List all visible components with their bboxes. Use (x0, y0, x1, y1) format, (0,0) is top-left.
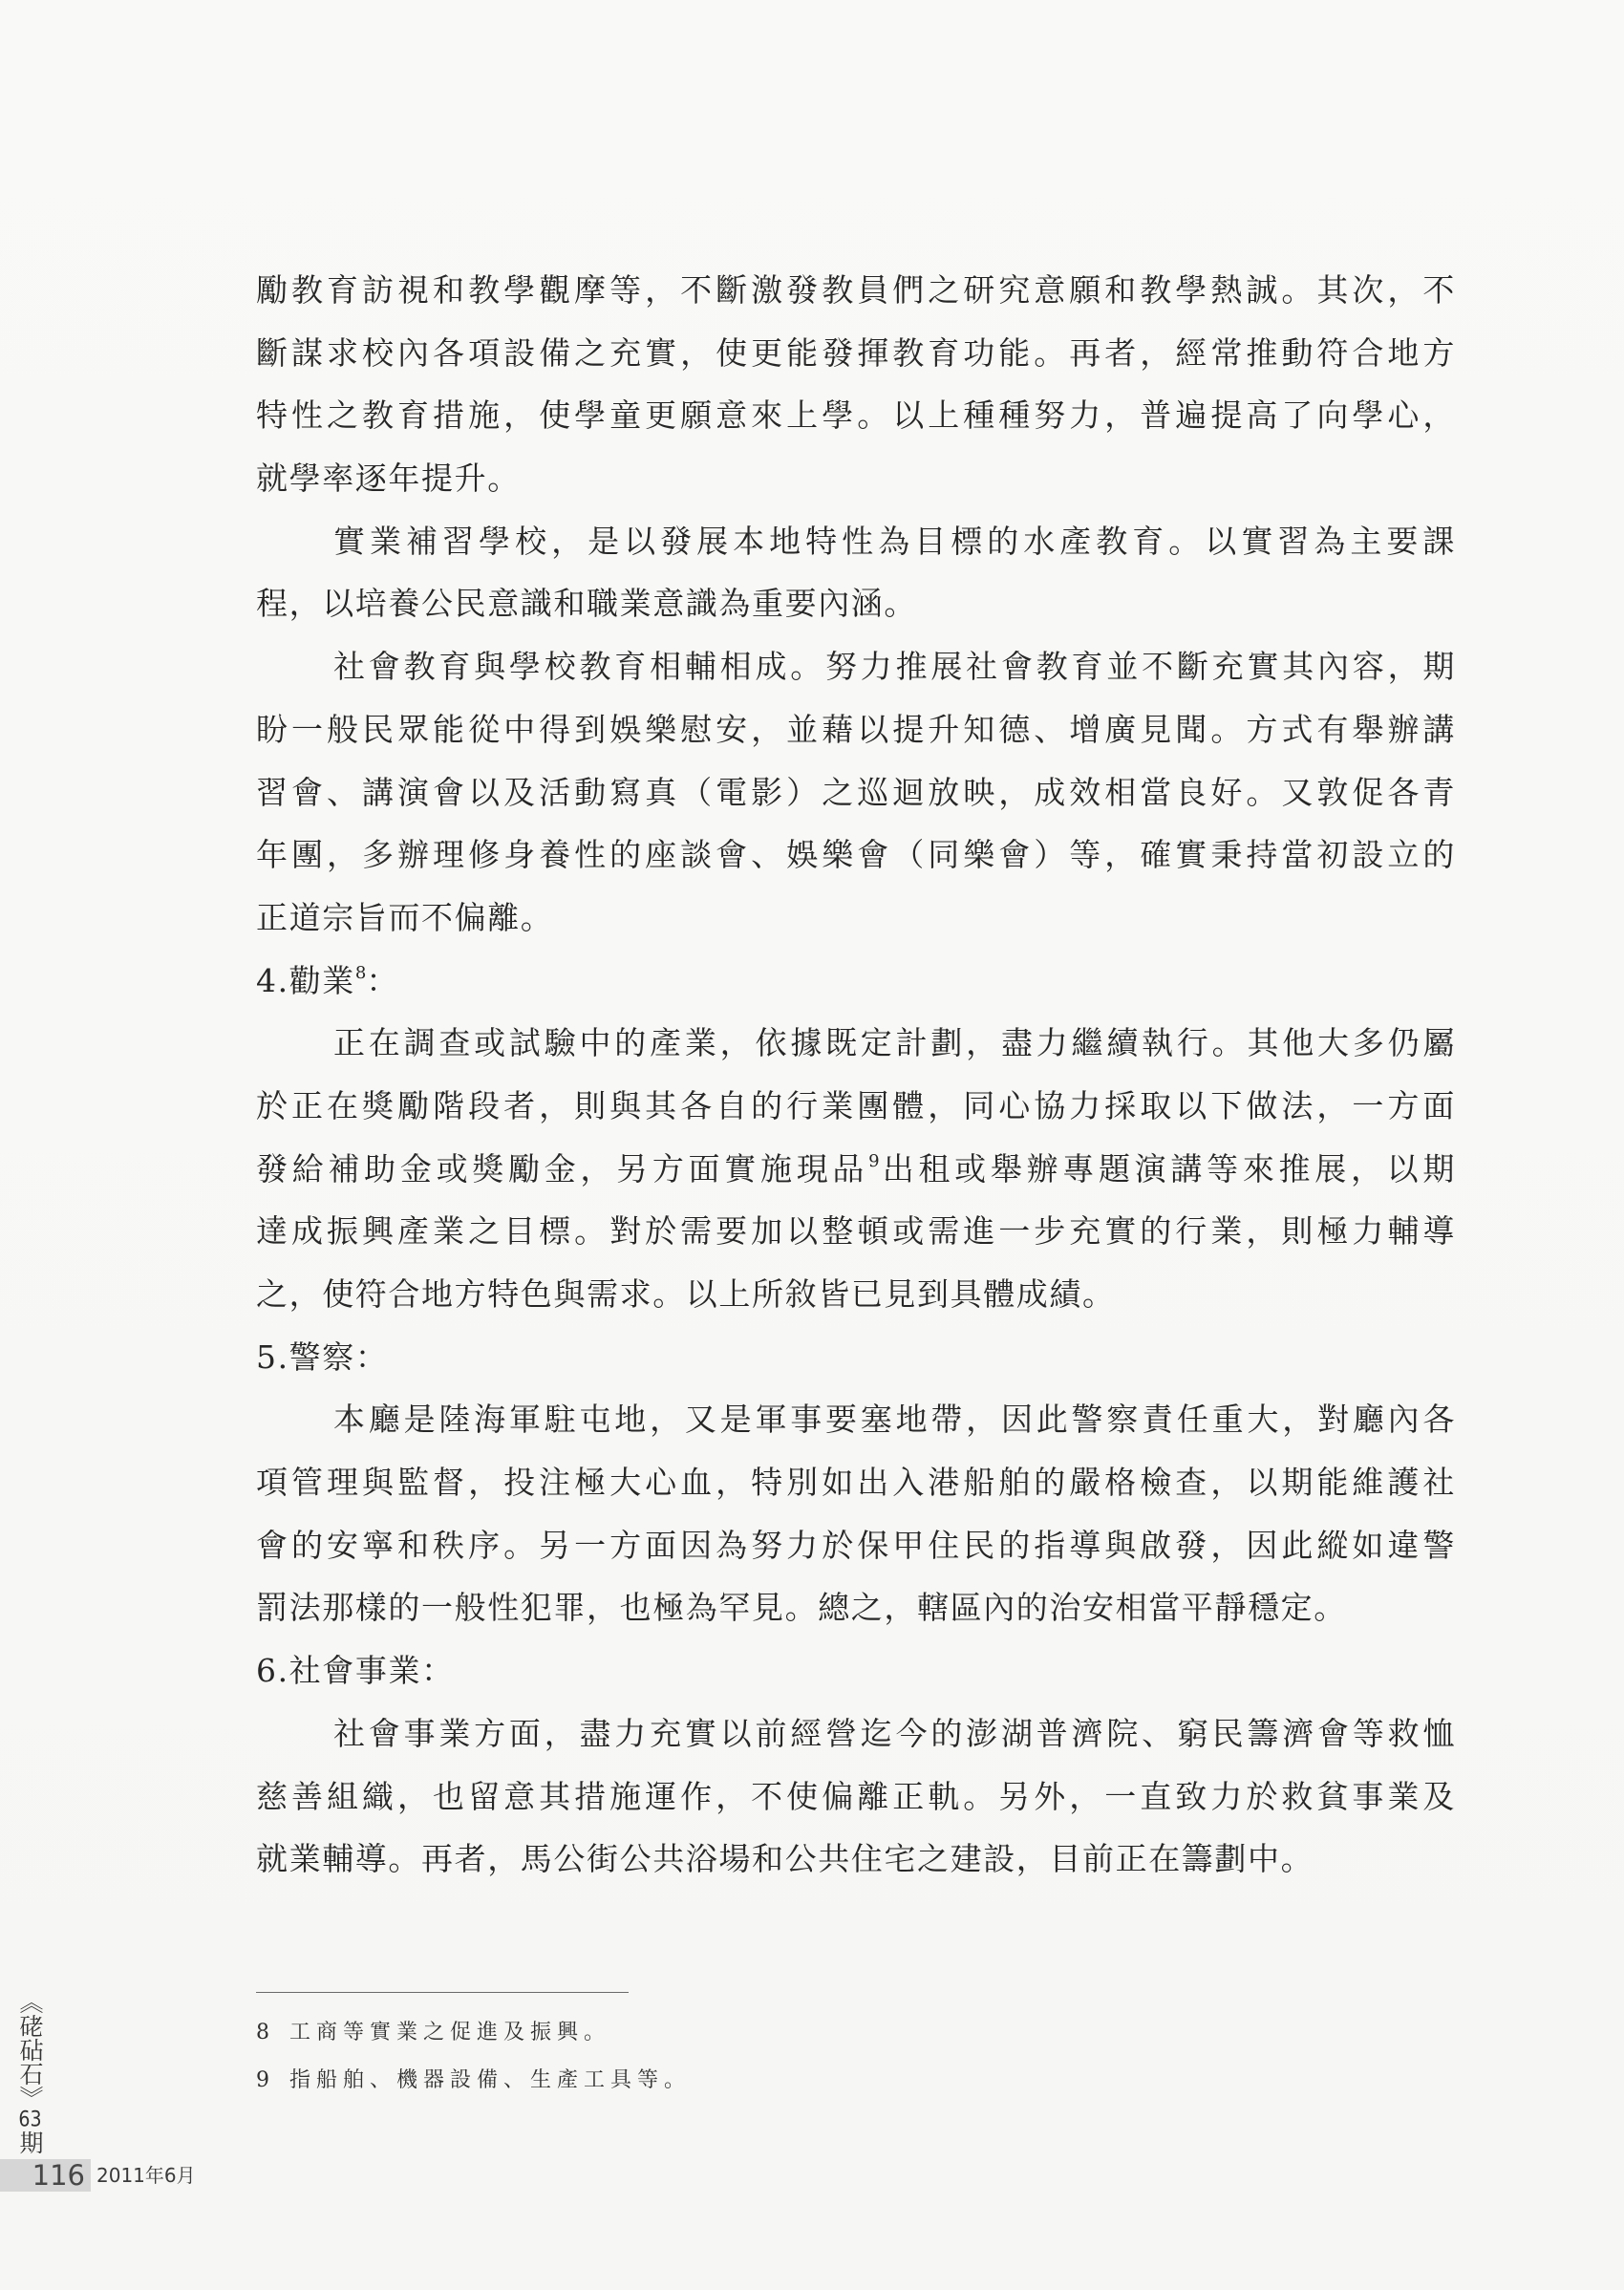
body-line: 罰法那樣的一般性犯罪，也極為罕見。總之，轄區內的治安相當平靜穩定。 (256, 1589, 1347, 1627)
body-text (256, 259, 1456, 1891)
body-line: 年團，多辦理修身養性的座談會、娛樂會（同樂會）等，確實秉持當初設立的 (256, 836, 1456, 874)
body-line-part: 出租或舉辦專題演講等來推展，以期 (879, 1149, 1456, 1188)
section-heading-industry (256, 950, 1456, 1013)
footnote-ref-8: 8 (354, 962, 367, 983)
body-line-part: 發給補助金或獎勵金，另方面實施現品 (256, 1149, 869, 1188)
page-number: 116 (32, 2159, 85, 2192)
body-line: 會的安寧和秩序。另一方面因為努力於保甲住民的指導與啟發，因此縱如違警 (256, 1526, 1456, 1564)
body-line: 社會事業方面，盡力充實以前經營迄今的澎湖普濟院、窮民籌濟會等救恤 (333, 1714, 1456, 1752)
body-line: 正在調查或試驗中的產業，依據既定計劃，盡力繼續執行。其他大多仍屬 (333, 1024, 1456, 1062)
journal-name: 《硓砧石》 (16, 1990, 44, 2109)
body-line: 本廳是陸海軍駐屯地，又是軍事要塞地帶，因此警察責任重大，對廳內各 (333, 1401, 1456, 1439)
section-heading-colon: ： (366, 961, 399, 999)
body-line: 之，使符合地方特色與需求。以上所敘皆已見到具體成績。 (256, 1275, 1116, 1313)
body-line: 社會教育與學校教育相輔相成。努力推展社會教育並不斷充實其內容，期 (333, 648, 1456, 686)
footnote-text: 指船舶、機器設備、生產工具等。 (289, 2068, 692, 2092)
body-line: 實業補習學校，是以發展本地特性為目標的水產教育。以實習為主要課 (333, 522, 1456, 560)
footnote-number: 9 (256, 2068, 269, 2092)
body-line: 慈善組織，也留意其措施運作，不使偏離正軌。另外，一直致力於救貧事業及 (256, 1777, 1456, 1815)
body-line: 達成振興產業之目標。對於需要加以整頓或需進一步充實的行業，則極力輔導 (256, 1212, 1456, 1251)
footnote-9 (256, 2057, 1116, 2105)
issue-unit: 期 (16, 2130, 44, 2154)
body-line: 就業輔導。再者，馬公街公共浴場和公共住宅之建設，目前正在籌劃中。 (256, 1840, 1314, 1878)
body-line: 程，以培養公民意識和職業意識為重要內涵。 (256, 585, 917, 623)
footnote-text: 工商等實業之促進及振興。 (289, 2021, 611, 2044)
section-heading-label: 4.勸業 (256, 961, 355, 999)
body-line: 正道宗旨而不偏離。 (256, 898, 554, 936)
body-line: 勵教育訪視和教學觀摩等，不斷激發教員們之研究意願和教學熱誠。其次，不 (256, 271, 1456, 309)
body-line (256, 1138, 1456, 1201)
body-line: 項管理與監督，投注極大心血，特別如出入港船舶的嚴格檢查，以期能維護社 (256, 1464, 1456, 1502)
body-line: 於正在獎勵階段者，則與其各自的行業團體，同心協力採取以下做法，一方面 (256, 1086, 1456, 1124)
journal-margin-title (15, 1990, 44, 2154)
body-line: 斷謀求校內各項設備之充實，使更能發揮教育功能。再者，經常推動符合地方 (256, 333, 1456, 372)
footnote-divider (256, 1992, 629, 1993)
issue-date: 2011年6月 (96, 2164, 196, 2187)
body-line: 盼一般民眾能從中得到娛樂慰安，並藉以提升知德、增廣見聞。方式有舉辦講 (256, 710, 1456, 748)
page-number-box (0, 2159, 91, 2192)
footnote-number: 8 (256, 2021, 269, 2044)
section-heading-police: 5.警察： (256, 1338, 389, 1376)
footnote-8 (256, 2009, 1116, 2057)
body-line: 特性之教育措施，使學童更願意來上學。以上種種努力，普遍提高了向學心， (256, 396, 1456, 435)
body-line: 習會、講演會以及活動寫真（電影）之巡迴放映，成效相當良好。又敦促各青 (256, 773, 1456, 811)
body-line: 就學率逐年提升。 (256, 460, 521, 498)
footnote-ref-9: 9 (868, 1150, 880, 1171)
section-heading-social-services: 6.社會事業： (256, 1652, 455, 1690)
footnotes (256, 2009, 1116, 2105)
issue-number: 63 (18, 2109, 42, 2130)
